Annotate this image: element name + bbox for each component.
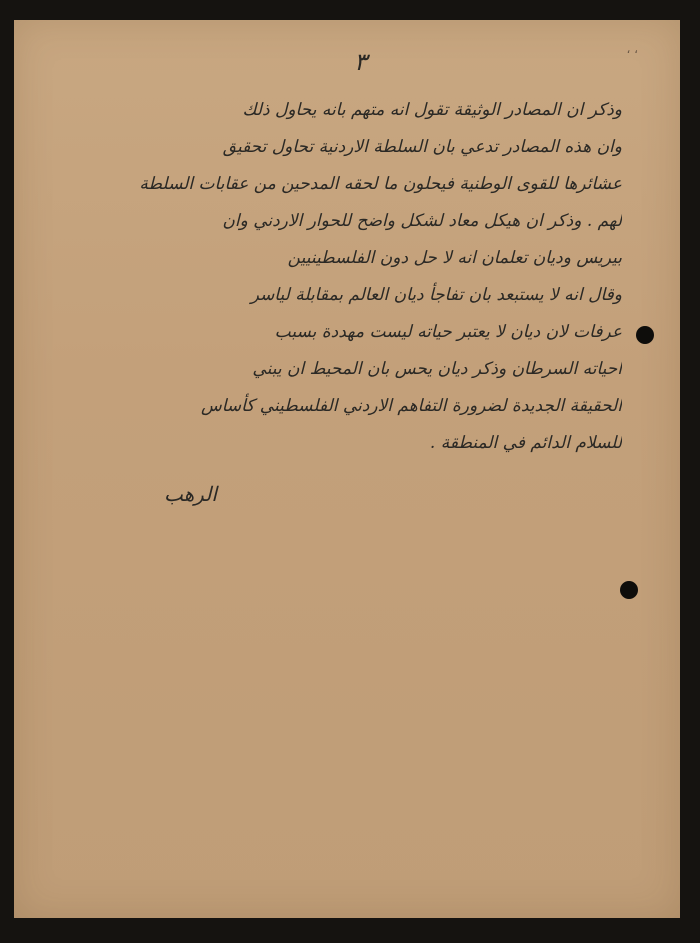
- punch-hole-top: [636, 326, 654, 344]
- text-line-3: عشائرها للقوى الوطنية فيحلون ما لحقه المدحين من عقابات السلطة: [139, 174, 622, 194]
- text-line-10: للسلام الدائم في المنطقة .: [429, 433, 622, 453]
- corner-mark: ، ،: [626, 42, 638, 56]
- text-line-4: لهم . وذكر ان هيكل معاد لشكل واضح للحوار الاردني وان: [222, 211, 622, 231]
- text-line-8: احياته السرطان وذكر ديان يحس بان المحيط ان يبني: [252, 359, 622, 379]
- text-line-5: بيريس وديان تعلمان انه لا حل دون الفلسطينيين: [287, 248, 622, 268]
- text-line-1: وذكر ان المصادر الوثيقة تقول انه متهم بانه يحاول ذلك: [242, 100, 622, 120]
- text-line-7: عرفات لان ديان لا يعتبر حياته ليست مهددة بسبب: [274, 322, 622, 342]
- punch-hole-bottom: [620, 581, 638, 599]
- paper-page: [14, 20, 680, 918]
- letter-body: [50, 92, 622, 462]
- page-number: ٣: [354, 48, 367, 76]
- text-line-9: الحقيقة الجديدة لضرورة التفاهم الاردني الفلسطيني كأساس: [200, 396, 622, 416]
- signature: الرهب: [164, 482, 217, 506]
- text-line-6: وقال انه لا يستبعد بان تفاجأ ديان العالم بمقابلة لياسر: [250, 285, 622, 305]
- text-line-2: وان هذه المصادر تدعي بان السلطة الاردنية تحاول تحقيق: [222, 137, 622, 157]
